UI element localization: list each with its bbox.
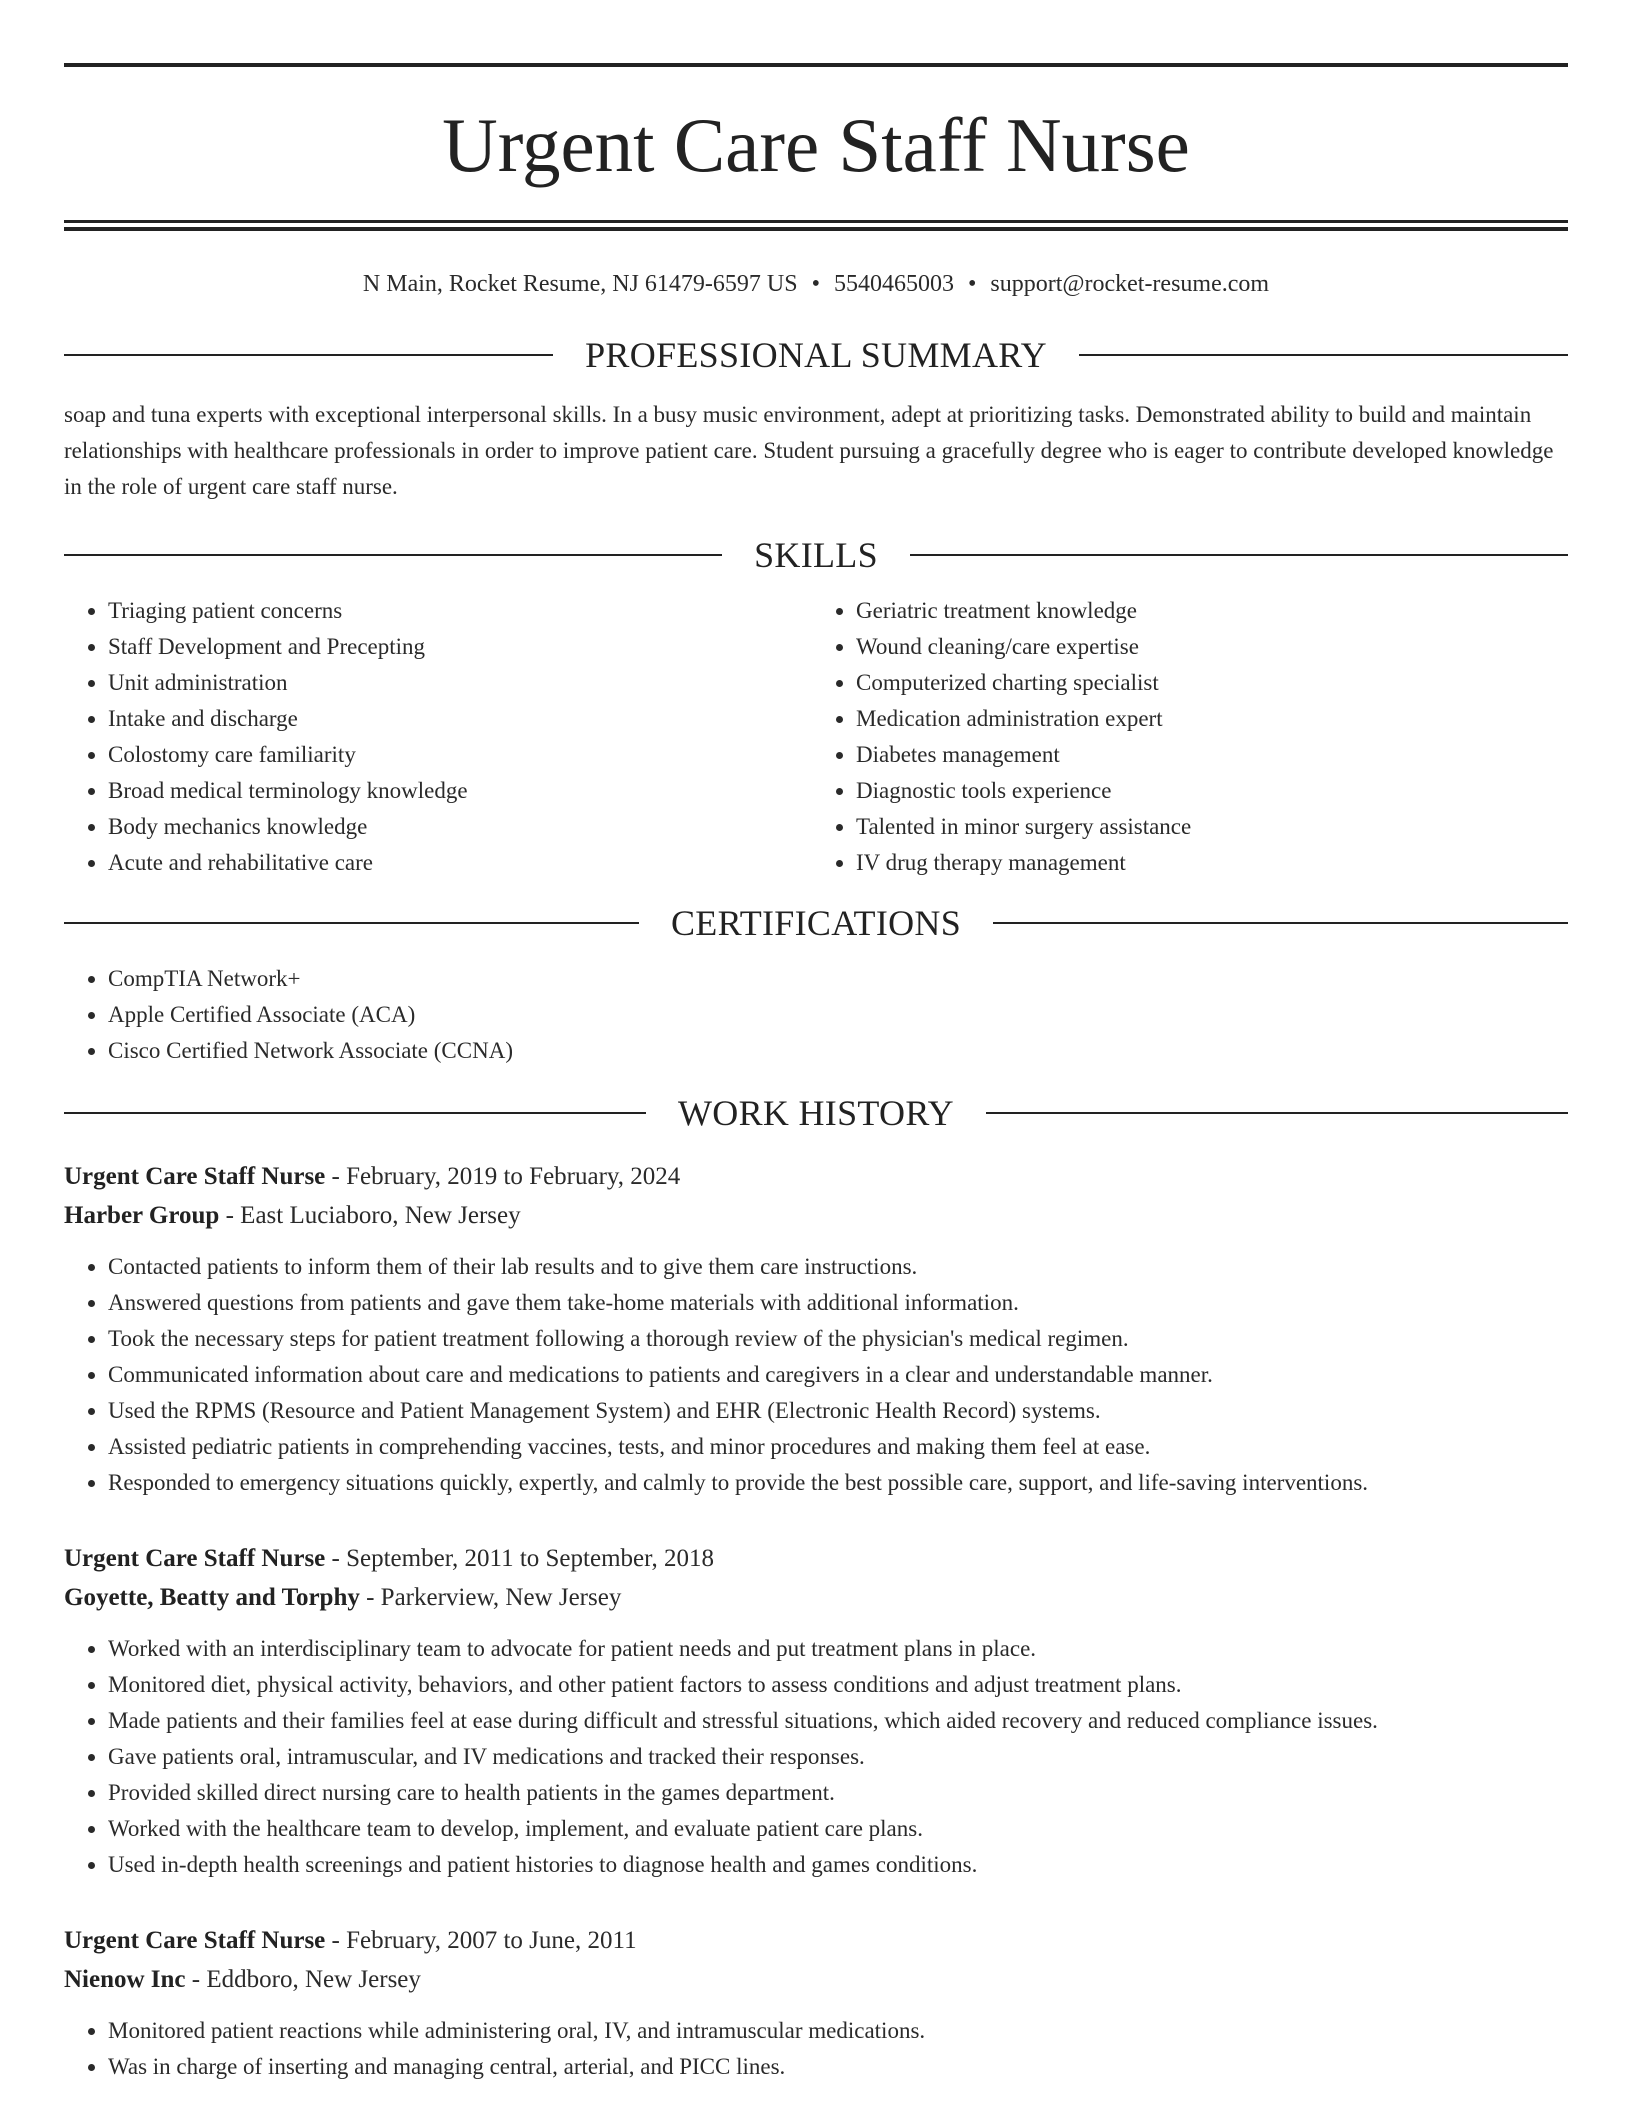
skills-column-left: [64, 593, 816, 881]
section-title-summary: PROFESSIONAL SUMMARY: [585, 335, 1047, 375]
job-bullet: • Worked with an interdisciplinary team to advocate for patient needs and put treatment plans in place.: [108, 1631, 1568, 1667]
section-title-work-history: WORK HISTORY: [678, 1093, 954, 1133]
job-bullet: • Took the necessary steps for patient treatment following a thorough review of the physician's medical regimen.: [108, 1321, 1568, 1357]
skill-item: • Broad medical terminology knowledge: [108, 773, 816, 809]
job-entry: [64, 1157, 1568, 1501]
contact-address: N Main, Rocket Resume, NJ 61479-6597 US: [362, 271, 798, 297]
contact-line: [64, 269, 1568, 299]
job-entry: [64, 1921, 1568, 2085]
job-role: Urgent Care Staff Nurse: [64, 1545, 326, 1572]
contact-email: support@rocket-resume.com: [990, 271, 1270, 297]
job-role: Urgent Care Staff Nurse: [64, 1163, 326, 1190]
skill-item: • Computerized charting specialist: [856, 665, 1568, 701]
skill-item: • Geriatric treatment knowledge: [856, 593, 1568, 629]
section-heading-certifications: [64, 903, 1568, 943]
skills-list: [64, 593, 1568, 881]
job-bullets: [64, 1631, 1568, 1883]
job-company: Goyette, Beatty and Torphy: [64, 1584, 360, 1611]
skills-column-right: [816, 593, 1568, 881]
job-company-line: [64, 1196, 1568, 1235]
heading-rule: [64, 354, 553, 356]
job-bullet: • Made patients and their families feel at ease during difficult and stressful situations, which aided recovery and reduced compliance issues.: [108, 1703, 1568, 1739]
job-bullet: • Was in charge of inserting and managing central, arterial, and PICC lines.: [108, 2049, 1568, 2085]
skill-item: • Diabetes management: [856, 737, 1568, 773]
job-dates: - February, 2007 to June, 2011: [325, 1927, 637, 1954]
job-title-line: [64, 1157, 1568, 1196]
heading-rule: [993, 922, 1568, 924]
certification-item: • Cisco Certified Network Associate (CCNA): [108, 1033, 1568, 1069]
section-heading-work-history: [64, 1093, 1568, 1133]
job-bullets: [64, 2013, 1568, 2085]
job-bullet: • Gave patients oral, intramuscular, and IV medications and tracked their responses.: [108, 1739, 1568, 1775]
job-role: Urgent Care Staff Nurse: [64, 1927, 326, 1954]
section-title-certifications: CERTIFICATIONS: [670, 903, 962, 943]
section-title-skills: SKILLS: [754, 535, 878, 575]
contact-phone: 5540465003: [833, 271, 954, 297]
summary-text: soap and tuna experts with exceptional interpersonal skills. In a busy music environment, adept at prioritizing tasks. Demonstrated ability to build and maintain relationships with healthcare professionals in order to improve patient care. Student pursuing a gracefully degree who is eager to contribute developed knowledge in the role of urgent care staff nurse.: [64, 402, 1554, 499]
contact-separator: •: [967, 271, 977, 297]
job-entry: [64, 1539, 1568, 1883]
job-title-line: [64, 1921, 1568, 1960]
heading-rule: [910, 554, 1568, 556]
heading-rule: [986, 1112, 1568, 1114]
job-bullet: • Responded to emergency situations quickly, expertly, and calmly to provide the best possible care, support, and life-saving interventions.: [108, 1465, 1568, 1501]
skill-item: • Intake and discharge: [108, 701, 816, 737]
skill-item: • Unit administration: [108, 665, 816, 701]
job-title-line: [64, 1539, 1568, 1578]
certifications-list: [64, 961, 1568, 1069]
certification-item: • Apple Certified Associate (ACA): [108, 997, 1568, 1033]
job-location: - Parkerview, New Jersey: [359, 1584, 622, 1611]
certification-item: • CompTIA Network+: [108, 961, 1568, 997]
job-bullet: • Contacted patients to inform them of their lab results and to give them care instructions.: [108, 1249, 1568, 1285]
skill-item: • Talented in minor surgery assistance: [856, 809, 1568, 845]
skill-item: • Colostomy care familiarity: [108, 737, 816, 773]
skill-item: • Staff Development and Precepting: [108, 629, 816, 665]
job-bullet: • Assisted pediatric patients in comprehending vaccines, tests, and minor procedures and making them feel at ease.: [108, 1429, 1568, 1465]
resume-name: Urgent Care Staff Nurse: [442, 102, 1190, 188]
job-company-line: [64, 1578, 1568, 1617]
skill-item: • Acute and rehabilitative care: [108, 845, 816, 881]
skill-item: • Triaging patient concerns: [108, 593, 816, 629]
heading-rule: [1079, 354, 1568, 356]
skill-item: • Wound cleaning/care expertise: [856, 629, 1568, 665]
job-dates: - September, 2011 to September, 2018: [325, 1545, 714, 1572]
section-heading-skills: [64, 535, 1568, 575]
job-bullet: • Monitored diet, physical activity, behaviors, and other patient factors to assess conditions and adjust treatment plans.: [108, 1667, 1568, 1703]
job-bullet: • Answered questions from patients and gave them take-home materials with additional information.: [108, 1285, 1568, 1321]
skill-item: • Diagnostic tools experience: [856, 773, 1568, 809]
job-company: Harber Group: [64, 1202, 220, 1229]
job-location: - East Luciaboro, New Jersey: [219, 1202, 521, 1229]
heading-rule: [64, 922, 639, 924]
job-location: - Eddboro, New Jersey: [185, 1966, 421, 1993]
double-rule: [64, 220, 1568, 231]
skill-item: • Medication administration expert: [856, 701, 1568, 737]
job-bullet: • Used the RPMS (Resource and Patient Management System) and EHR (Electronic Health Record) systems.: [108, 1393, 1568, 1429]
skill-item: • Body mechanics knowledge: [108, 809, 816, 845]
job-bullet: • Worked with the healthcare team to develop, implement, and evaluate patient care plans.: [108, 1811, 1568, 1847]
job-bullet: • Monitored patient reactions while administering oral, IV, and intramuscular medications.: [108, 2013, 1568, 2049]
contact-separator: •: [811, 271, 820, 297]
job-bullet: • Provided skilled direct nursing care to health patients in the games department.: [108, 1775, 1568, 1811]
top-rule: [64, 63, 1568, 67]
job-company-line: [64, 1960, 1568, 1999]
heading-rule: [64, 554, 722, 556]
skill-item: • IV drug therapy management: [856, 845, 1568, 881]
job-bullet: • Used in-depth health screenings and patient histories to diagnose health and games conditions.: [108, 1847, 1568, 1883]
section-heading-summary: [64, 335, 1568, 375]
job-bullets: [64, 1249, 1568, 1501]
job-company: Nienow Inc: [64, 1966, 186, 1993]
job-dates: - February, 2019 to February, 2024: [325, 1163, 681, 1190]
heading-rule: [64, 1112, 646, 1114]
job-bullet: • Communicated information about care and medications to patients and caregivers in a clear and understandable manner.: [108, 1357, 1568, 1393]
